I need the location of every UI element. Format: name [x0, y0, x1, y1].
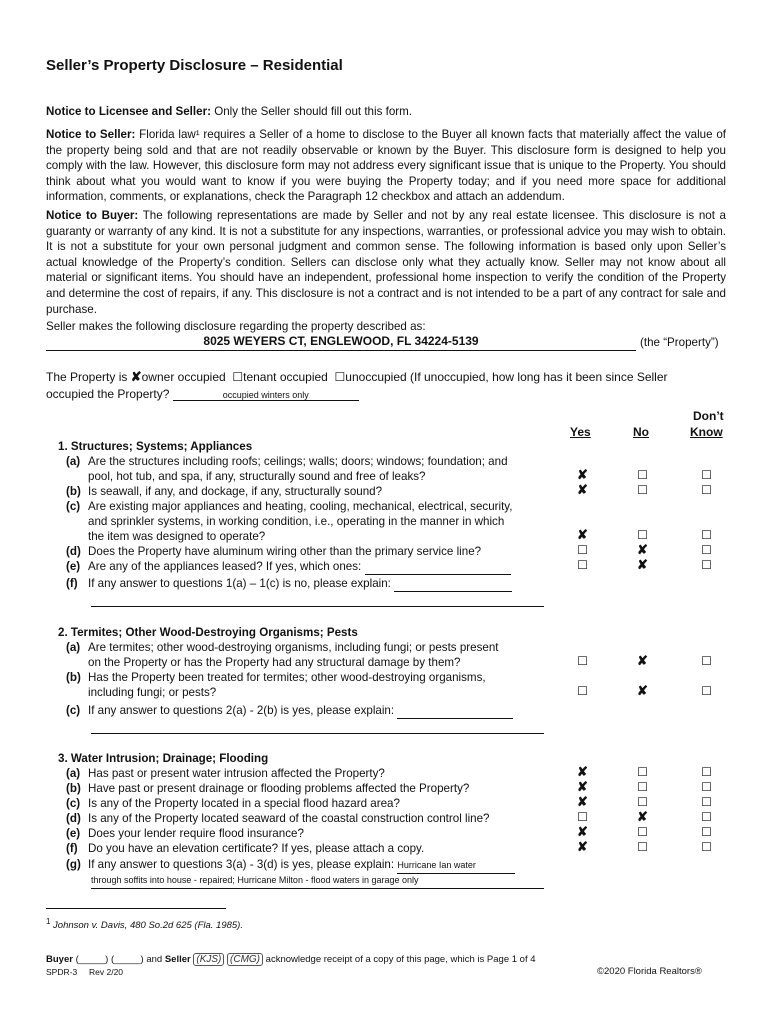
- form-id: SPDR-3 Rev 2/20: [46, 967, 124, 977]
- q1c-cont2: the item was designed to operate?: [88, 530, 266, 543]
- property-intro: Seller makes the following disclosure regarding the property described as:: [46, 320, 426, 333]
- yes-header: Yes: [570, 425, 591, 439]
- q2b-no-checkbox[interactable]: ✘: [637, 683, 648, 698]
- q3b-dk-checkbox[interactable]: ☐: [701, 780, 712, 794]
- q2b-yes-checkbox[interactable]: ☐: [577, 684, 588, 698]
- q3c: (c) Is any of the Property located in a special flood hazard area?: [66, 797, 400, 810]
- q1e-yes-checkbox[interactable]: ☐: [577, 558, 588, 572]
- q1f: (f) If any answer to questions 1(a) – 1(c) is no, please explain:: [66, 576, 512, 592]
- dont-know-header-1: Don’t: [693, 409, 724, 423]
- occupancy-answer[interactable]: occupied winters only: [173, 390, 359, 401]
- dont-know-header-2: Know: [690, 425, 723, 439]
- q1a-cont: pool, hot tub, and spa, if any, structurally sound and free of leaks?: [88, 470, 426, 483]
- q1b: (b) Is seawall, if any, and dockage, if any, structurally sound?: [66, 485, 383, 498]
- q3f-dk-checkbox[interactable]: ☐: [701, 840, 712, 854]
- q3e-dk-checkbox[interactable]: ☐: [701, 825, 712, 839]
- q3b-yes-checkbox[interactable]: ✘: [577, 779, 588, 794]
- q2c: (c) If any answer to questions 2(a) - 2(b) is yes, please explain:: [66, 703, 513, 719]
- q3c-no-checkbox[interactable]: ☐: [637, 795, 648, 809]
- footnote-divider: [46, 908, 226, 909]
- notice-seller: Notice to Seller: Florida law¹ requires a Seller of a home to disclose to the Buyer all known facts that materially affect the value of the property being sold and that are not readily observable or known by the Buyer. This disclosure form is designed to help you comply with the law. However, this disclosure form may not address every significant issue that is unique to the Property. You should think about what you would want to know if you were buying the Property today; and if you need more space for additional information, comments, or explanations, check the Paragraph 12 checkbox and attach an addendum.: [46, 128, 726, 204]
- q3g-answer-1[interactable]: Hurricane Ian water: [397, 858, 515, 874]
- q1c-no-checkbox[interactable]: ☐: [637, 528, 648, 542]
- q1c-cont: and sprinkler systems, in working condition, i.e., operating in the manner in which: [88, 515, 505, 528]
- q3e-no-checkbox[interactable]: ☐: [637, 825, 648, 839]
- q3f-yes-checkbox[interactable]: ✘: [577, 839, 588, 854]
- q1b-yes-checkbox[interactable]: ✘: [577, 482, 588, 497]
- q1e-answer-line[interactable]: [365, 559, 511, 575]
- q1d-no-checkbox[interactable]: ✘: [637, 542, 648, 557]
- q3b: (b) Have past or present drainage or flooding problems affected the Property?: [66, 782, 470, 795]
- q3d-dk-checkbox[interactable]: ☐: [701, 810, 712, 824]
- q1a-no-checkbox[interactable]: ☐: [637, 468, 648, 482]
- q1b-dk-checkbox[interactable]: ☐: [701, 483, 712, 497]
- q3g: (g) If any answer to questions 3(a) - 3(d) is yes, please explain: Hurricane Ian water: [66, 857, 515, 874]
- copyright: ©2020 Florida Realtors®: [597, 966, 702, 977]
- q3c-dk-checkbox[interactable]: ☐: [701, 795, 712, 809]
- notice-buyer: Notice to Buyer: The following representations are made by Seller and not by any real estate licensee. This disclosure is not a guaranty or warranty of any kind. It is not a substitute for any inspections, warranties, or professional advice you may wish to obtain. It is not a substitute for your own personal judgment and common sense. The following information is based only upon Seller’s actual knowledge of the Property’s condition. Sellers can disclose only what they actually know. Seller may not know about all material or significant items. You should have an independent, professional home inspection to verify the condition of the Property and determine the cost of repairs, if any. This disclosure is not a contract and is not intended to be a part of any contract for sale and purchase.: [46, 209, 726, 316]
- q1d: (d) Does the Property have aluminum wiring other than the primary service line?: [66, 545, 482, 558]
- q1f-answer-line[interactable]: [394, 576, 512, 592]
- q2a: (a) Are termites; other wood-destroying organisms, including fungi; or pests present: [66, 641, 499, 654]
- section-1-title: 1. Structures; Systems; Appliances: [58, 440, 253, 453]
- section-2-title: 2. Termites; Other Wood-Destroying Organisms; Pests: [58, 626, 358, 639]
- q3a-dk-checkbox[interactable]: ☐: [701, 765, 712, 779]
- q2b-dk-checkbox[interactable]: ☐: [701, 684, 712, 698]
- q1e-dk-checkbox[interactable]: ☐: [701, 558, 712, 572]
- q3d-no-checkbox[interactable]: ✘: [637, 809, 648, 824]
- q2a-cont: on the Property or has the Property had any structural damage by them?: [88, 656, 461, 669]
- q1c-dk-checkbox[interactable]: ☐: [701, 528, 712, 542]
- q3g-answer-2[interactable]: through soffits into house - repaired; Hurricane Milton - flood waters in garage only: [91, 875, 544, 889]
- q3a: (a) Has past or present water intrusion affected the Property?: [66, 767, 385, 780]
- q1f-answer-line-2[interactable]: [91, 594, 544, 607]
- owner-occupied-checkbox[interactable]: ✘: [130, 369, 142, 384]
- page-title: Seller’s Property Disclosure – Residential: [46, 57, 343, 74]
- the-property-label: (the “Property”): [640, 336, 719, 349]
- unoccupied-checkbox[interactable]: ☐: [334, 370, 346, 384]
- seller-initials-1[interactable]: (KJS): [193, 953, 224, 966]
- q3c-yes-checkbox[interactable]: ✘: [577, 794, 588, 809]
- footer-acknowledgement: Buyer (_____) (_____) and Seller (KJS) (CMG) acknowledge receipt of a copy of this page, which is Page 1 of 4: [46, 954, 536, 965]
- q3f-no-checkbox[interactable]: ☐: [637, 840, 648, 854]
- q2c-answer-line-2[interactable]: [91, 721, 544, 734]
- notice-licensee: Notice to Licensee and Seller: Only the Seller should fill out this form.: [46, 105, 413, 118]
- q1a-dk-checkbox[interactable]: ☐: [701, 468, 712, 482]
- q2a-dk-checkbox[interactable]: ☐: [701, 654, 712, 668]
- q3a-yes-checkbox[interactable]: ✘: [577, 764, 588, 779]
- q2b-cont: including fungi; or pests?: [88, 686, 217, 699]
- q1e: (e) Are any of the appliances leased? If yes, which ones:: [66, 559, 511, 575]
- q2c-answer-line[interactable]: [397, 703, 513, 719]
- footnote: $^1$ Johnson v. Davis, 480 So.2d 625 (Fla. 1985).: [46, 917, 243, 932]
- q3e-yes-checkbox[interactable]: ✘: [577, 824, 588, 839]
- tenant-occupied-checkbox[interactable]: ☐: [232, 370, 244, 384]
- q1e-no-checkbox[interactable]: ✘: [637, 557, 648, 572]
- q2a-no-checkbox[interactable]: ✘: [637, 653, 648, 668]
- no-header: No: [633, 425, 649, 439]
- occupancy-line: The Property is ✘owner occupied ☐tenant occupied ☐unoccupied (If unoccupied, how long has it been since Seller: [46, 369, 668, 384]
- q1a-yes-checkbox[interactable]: ✘: [577, 467, 588, 482]
- q3a-no-checkbox[interactable]: ☐: [637, 765, 648, 779]
- q2a-yes-checkbox[interactable]: ☐: [577, 654, 588, 668]
- q1d-yes-checkbox[interactable]: ☐: [577, 543, 588, 557]
- q1a: (a) Are the structures including roofs; ceilings; walls; doors; windows; foundation; and: [66, 455, 508, 468]
- q2b: (b) Has the Property been treated for termites; other wood-destroying organisms,: [66, 671, 486, 684]
- q3e: (e) Does your lender require flood insurance?: [66, 827, 304, 840]
- q3d-yes-checkbox[interactable]: ☐: [577, 810, 588, 824]
- section-3-title: 3. Water Intrusion; Drainage; Flooding: [58, 752, 269, 765]
- q1d-dk-checkbox[interactable]: ☐: [701, 543, 712, 557]
- occupancy-line-2: occupied the Property? occupied winters only: [46, 387, 359, 401]
- seller-initials-2[interactable]: (CMG): [227, 953, 263, 966]
- q1b-no-checkbox[interactable]: ☐: [637, 483, 648, 497]
- q1c-yes-checkbox[interactable]: ✘: [577, 527, 588, 542]
- q1c: (c) Are existing major appliances and heating, cooling, mechanical, electrical, security,: [66, 500, 513, 513]
- q3d: (d) Is any of the Property located seaward of the coastal construction control line?: [66, 812, 490, 825]
- q3b-no-checkbox[interactable]: ☐: [637, 780, 648, 794]
- q3f: (f) Do you have an elevation certificate? If yes, please attach a copy.: [66, 842, 425, 855]
- property-address[interactable]: 8025 WEYERS CT, ENGLEWOOD, FL 34224-5139: [46, 334, 636, 351]
